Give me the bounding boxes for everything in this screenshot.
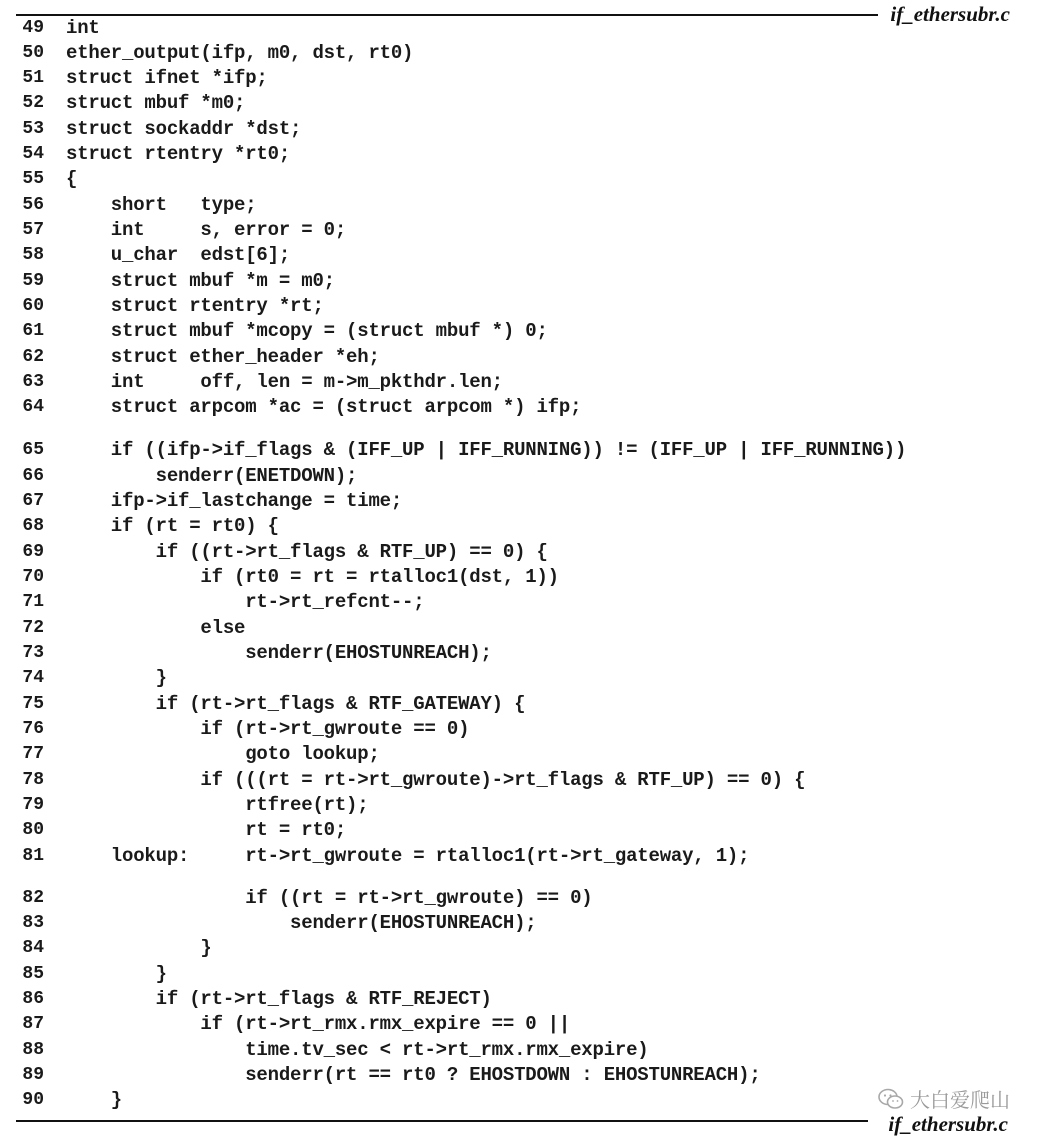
- line-number: 50: [22, 43, 44, 63]
- line-code: senderr(EHOSTUNREACH);: [66, 642, 492, 664]
- line-code: }: [66, 1089, 123, 1111]
- line-number: 54: [22, 144, 44, 164]
- line-number: 76: [22, 719, 44, 739]
- line-number: 65: [22, 440, 44, 460]
- line-code: senderr(rt == rt0 ? EHOSTDOWN : EHOSTUNREACH);: [66, 1064, 761, 1086]
- line-code: if ((rt->rt_flags & RTF_UP) == 0) {: [66, 541, 548, 563]
- line-number: 73: [22, 643, 44, 663]
- line-code: else: [66, 617, 246, 639]
- line-number: 71: [22, 592, 44, 612]
- line-number: 82: [22, 888, 44, 908]
- line-code: time.tv_sec < rt->rt_rmx.rmx_expire): [66, 1039, 649, 1061]
- line-code: struct mbuf *mcopy = (struct mbuf *) 0;: [66, 320, 548, 342]
- line-code: struct ifnet *ifp;: [66, 67, 268, 89]
- line-code: rt->rt_refcnt--;: [66, 591, 425, 613]
- line-number: 67: [22, 491, 44, 511]
- line-code: struct mbuf *m = m0;: [66, 270, 335, 292]
- file-label-top: if_ethersubr.c: [890, 2, 1010, 26]
- line-code: if (((rt = rt->rt_gwroute)->rt_flags & RTF_UP) == 0) {: [66, 769, 806, 791]
- line-number: 55: [22, 169, 44, 189]
- line-number: 64: [22, 397, 44, 417]
- line-number: 66: [22, 466, 44, 486]
- line-code: if ((ifp->if_flags & (IFF_UP | IFF_RUNNING)) != (IFF_UP | IFF_RUNNING)): [66, 439, 907, 461]
- line-code: rt = rt0;: [66, 819, 347, 841]
- line-code: struct sockaddr *dst;: [66, 118, 302, 140]
- line-code: int: [66, 17, 100, 39]
- line-code: goto lookup;: [66, 743, 380, 765]
- line-number: 90: [22, 1090, 44, 1110]
- line-number: 88: [22, 1040, 44, 1060]
- line-number: 56: [22, 195, 44, 215]
- line-number: 78: [22, 770, 44, 790]
- line-code: lookup: rt->rt_gwroute = rtalloc1(rt->rt_gateway, 1);: [66, 845, 750, 867]
- line-number: 84: [22, 938, 44, 958]
- line-number: 77: [22, 744, 44, 764]
- line-number: 52: [22, 93, 44, 113]
- line-number: 69: [22, 542, 44, 562]
- line-code: {: [66, 168, 78, 190]
- line-code: struct rtentry *rt;: [66, 295, 324, 317]
- line-code: if (rt->rt_flags & RTF_REJECT): [66, 988, 492, 1010]
- line-code: struct mbuf *m0;: [66, 92, 246, 114]
- line-number: 72: [22, 618, 44, 638]
- line-number: 87: [22, 1014, 44, 1034]
- line-code: if (rt->rt_gwroute == 0): [66, 718, 470, 740]
- watermark: [878, 1084, 1010, 1113]
- line-code: }: [66, 667, 167, 689]
- line-number: 57: [22, 220, 44, 240]
- line-code: ether_output(ifp, m0, dst, rt0): [66, 42, 414, 64]
- line-code: rtfree(rt);: [66, 794, 369, 816]
- line-code: if ((rt = rt->rt_gwroute) == 0): [66, 887, 593, 909]
- line-number: 68: [22, 516, 44, 536]
- line-number: 60: [22, 296, 44, 316]
- watermark-text: 大白爱爬山: [910, 1088, 1010, 1112]
- line-number: 63: [22, 372, 44, 392]
- line-number: 51: [22, 68, 44, 88]
- line-code: if (rt->rt_rmx.rmx_expire == 0 ||: [66, 1013, 571, 1035]
- line-code: if (rt = rt0) {: [66, 515, 279, 537]
- line-code: senderr(ENETDOWN);: [66, 465, 358, 487]
- line-code: int s, error = 0;: [66, 219, 347, 241]
- line-code: }: [66, 963, 167, 985]
- line-code: if (rt->rt_flags & RTF_GATEWAY) {: [66, 693, 526, 715]
- line-code: ifp->if_lastchange = time;: [66, 490, 403, 512]
- line-code: if (rt0 = rt = rtalloc1(dst, 1)): [66, 566, 559, 588]
- line-number: 86: [22, 989, 44, 1009]
- line-code: senderr(EHOSTUNREACH);: [66, 912, 537, 934]
- line-number: 61: [22, 321, 44, 341]
- line-number: 75: [22, 694, 44, 714]
- line-number: 81: [22, 846, 44, 866]
- top-rule: [16, 14, 878, 16]
- line-number: 83: [22, 913, 44, 933]
- line-number: 89: [22, 1065, 44, 1085]
- wechat-icon: [878, 1088, 904, 1110]
- line-code: short type;: [66, 194, 257, 216]
- line-number: 70: [22, 567, 44, 587]
- line-number: 85: [22, 964, 44, 984]
- line-number: 49: [22, 18, 44, 38]
- file-label-bottom: if_ethersubr.c: [888, 1112, 1008, 1136]
- line-code: int off, len = m->m_pkthdr.len;: [66, 371, 503, 393]
- line-number: 74: [22, 668, 44, 688]
- line-code: u_char edst[6];: [66, 244, 291, 266]
- line-number: 59: [22, 271, 44, 291]
- bottom-rule: [16, 1120, 868, 1122]
- line-number: 53: [22, 119, 44, 139]
- line-code: struct rtentry *rt0;: [66, 143, 291, 165]
- line-number: 79: [22, 795, 44, 815]
- line-code: struct ether_header *eh;: [66, 346, 380, 368]
- line-number: 62: [22, 347, 44, 367]
- line-number: 58: [22, 245, 44, 265]
- line-code: }: [66, 937, 212, 959]
- line-code: struct arpcom *ac = (struct arpcom *) ifp;: [66, 396, 582, 418]
- line-number: 80: [22, 820, 44, 840]
